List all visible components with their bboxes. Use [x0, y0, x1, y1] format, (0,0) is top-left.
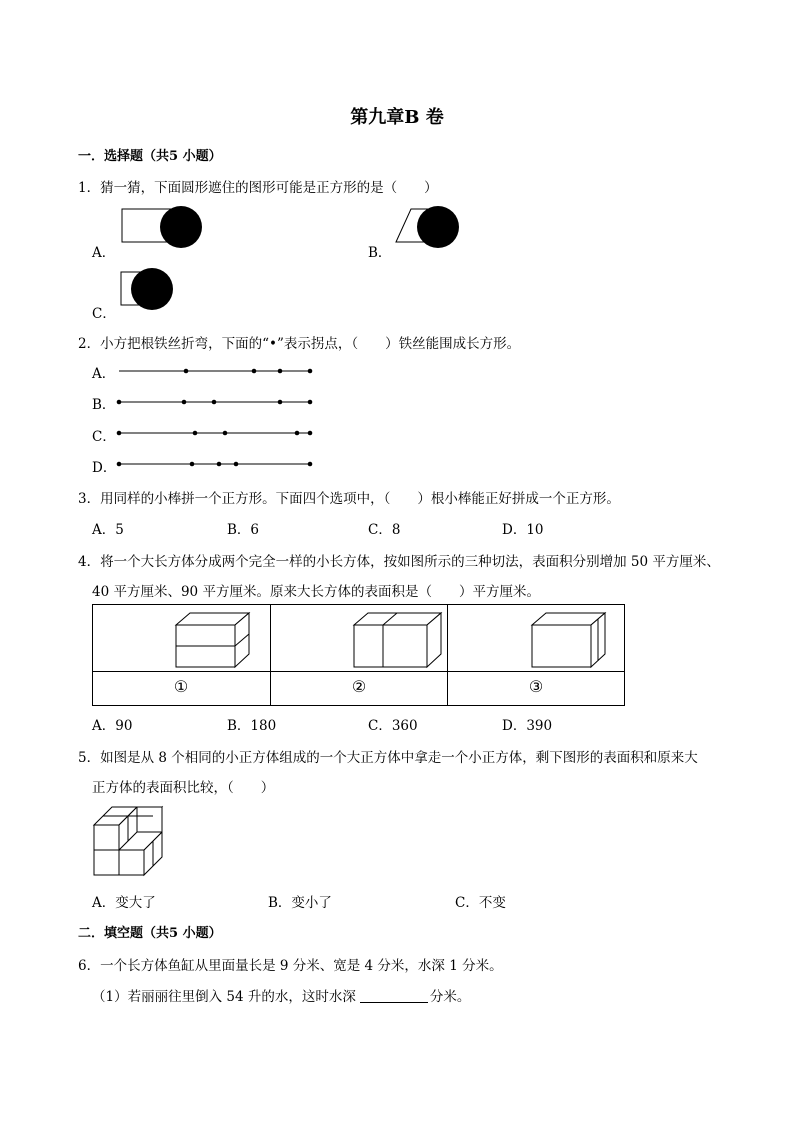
q2-option-a-label[interactable]: A． — [92, 366, 116, 382]
question-2-stem: 2．小方把根铁丝折弯，下面的“•”表示拐点，（ ）铁丝能围成长方形。 — [78, 336, 521, 352]
question-6-sub1-text: （1）若丽丽往里倒入 54 升的水，这时水深 — [92, 989, 356, 1005]
q4-option-d[interactable]: D．390 — [502, 718, 553, 734]
question-3-stem: 3．用同样的小棒拼一个正方形。下面四个选项中，（ ）根小棒能正好拼成一个正方形。 — [78, 491, 620, 507]
q1-option-b-label[interactable]: B． — [368, 245, 392, 261]
page-title: 第九章B 卷 — [350, 107, 444, 128]
cut-figure-horizontal — [173, 611, 253, 666]
q2-option-a-wire[interactable] — [118, 366, 318, 376]
q1-option-c-label[interactable]: C． — [92, 306, 116, 322]
q2-option-c-wire[interactable] — [116, 428, 316, 438]
q4-option-a[interactable]: A．90 — [92, 718, 133, 734]
q2-option-d-wire[interactable] — [116, 459, 316, 469]
q4-option-b[interactable]: B．180 — [227, 718, 277, 734]
q3-option-d[interactable]: D．10 — [502, 522, 544, 538]
question-4-stem-line1: 4．将一个大长方体分成两个完全一样的小长方体，按如图所示的三种切法，表面积分别增加 50 平方厘米、 — [78, 554, 720, 570]
cut-figure-front — [529, 611, 609, 666]
cube-missing-block-figure — [93, 805, 165, 877]
cut-label-1: ① — [173, 677, 189, 696]
cut-label-2: ② — [351, 677, 367, 696]
section-heading-fill-blank: 二．填空题（共5 小题） — [78, 926, 222, 941]
q1-option-a-figure[interactable] — [120, 205, 210, 251]
cut-figure-vertical — [351, 611, 441, 666]
cut-label-3: ③ — [528, 677, 544, 696]
question-5-stem-line1: 5．如图是从 8 个相同的小正方体组成的一个大正方体中拿走一个小正方体，剩下图形的表面积和原来大 — [78, 750, 698, 766]
q4-option-c[interactable]: C．360 — [368, 718, 418, 734]
question-1-stem: 1．猜一猜，下面圆形遮住的图形可能是正方形的是（ ） — [78, 180, 438, 196]
question-6-stem: 6．一个长方体鱼缸从里面量长是 9 分米、宽是 4 分米，水深 1 分米。 — [78, 958, 503, 974]
q1-option-a-label[interactable]: A． — [92, 245, 116, 261]
question-5-stem-line2: 正方体的表面积比较，（ ） — [92, 780, 275, 796]
q2-option-d-label[interactable]: D． — [92, 460, 117, 476]
q3-option-b[interactable]: B．6 — [227, 522, 260, 538]
q3-option-a[interactable]: A．5 — [92, 522, 124, 538]
q1-option-c-figure[interactable] — [119, 266, 189, 314]
question-6-sub1-unit: 分米。 — [429, 989, 471, 1005]
q1-option-b-figure[interactable] — [394, 205, 474, 251]
section-heading-choice: 一．选择题（共5 小题） — [78, 149, 222, 164]
q2-option-c-label[interactable]: C． — [92, 429, 116, 445]
question-4-stem-line2: 40 平方厘米、90 平方厘米。原来大长方体的表面积是（ ）平方厘米。 — [92, 584, 540, 600]
q2-option-b-label[interactable]: B． — [92, 397, 116, 413]
answer-blank[interactable] — [360, 988, 428, 1003]
q5-option-b[interactable]: B．变小了 — [268, 895, 332, 911]
q2-option-b-wire[interactable] — [116, 397, 316, 407]
q5-option-c[interactable]: C．不变 — [455, 895, 506, 911]
q3-option-c[interactable]: C．8 — [368, 522, 401, 538]
q5-option-a[interactable]: A．变大了 — [92, 895, 156, 911]
cutting-methods-table — [92, 604, 625, 706]
question-6-sub1 — [92, 985, 470, 1005]
